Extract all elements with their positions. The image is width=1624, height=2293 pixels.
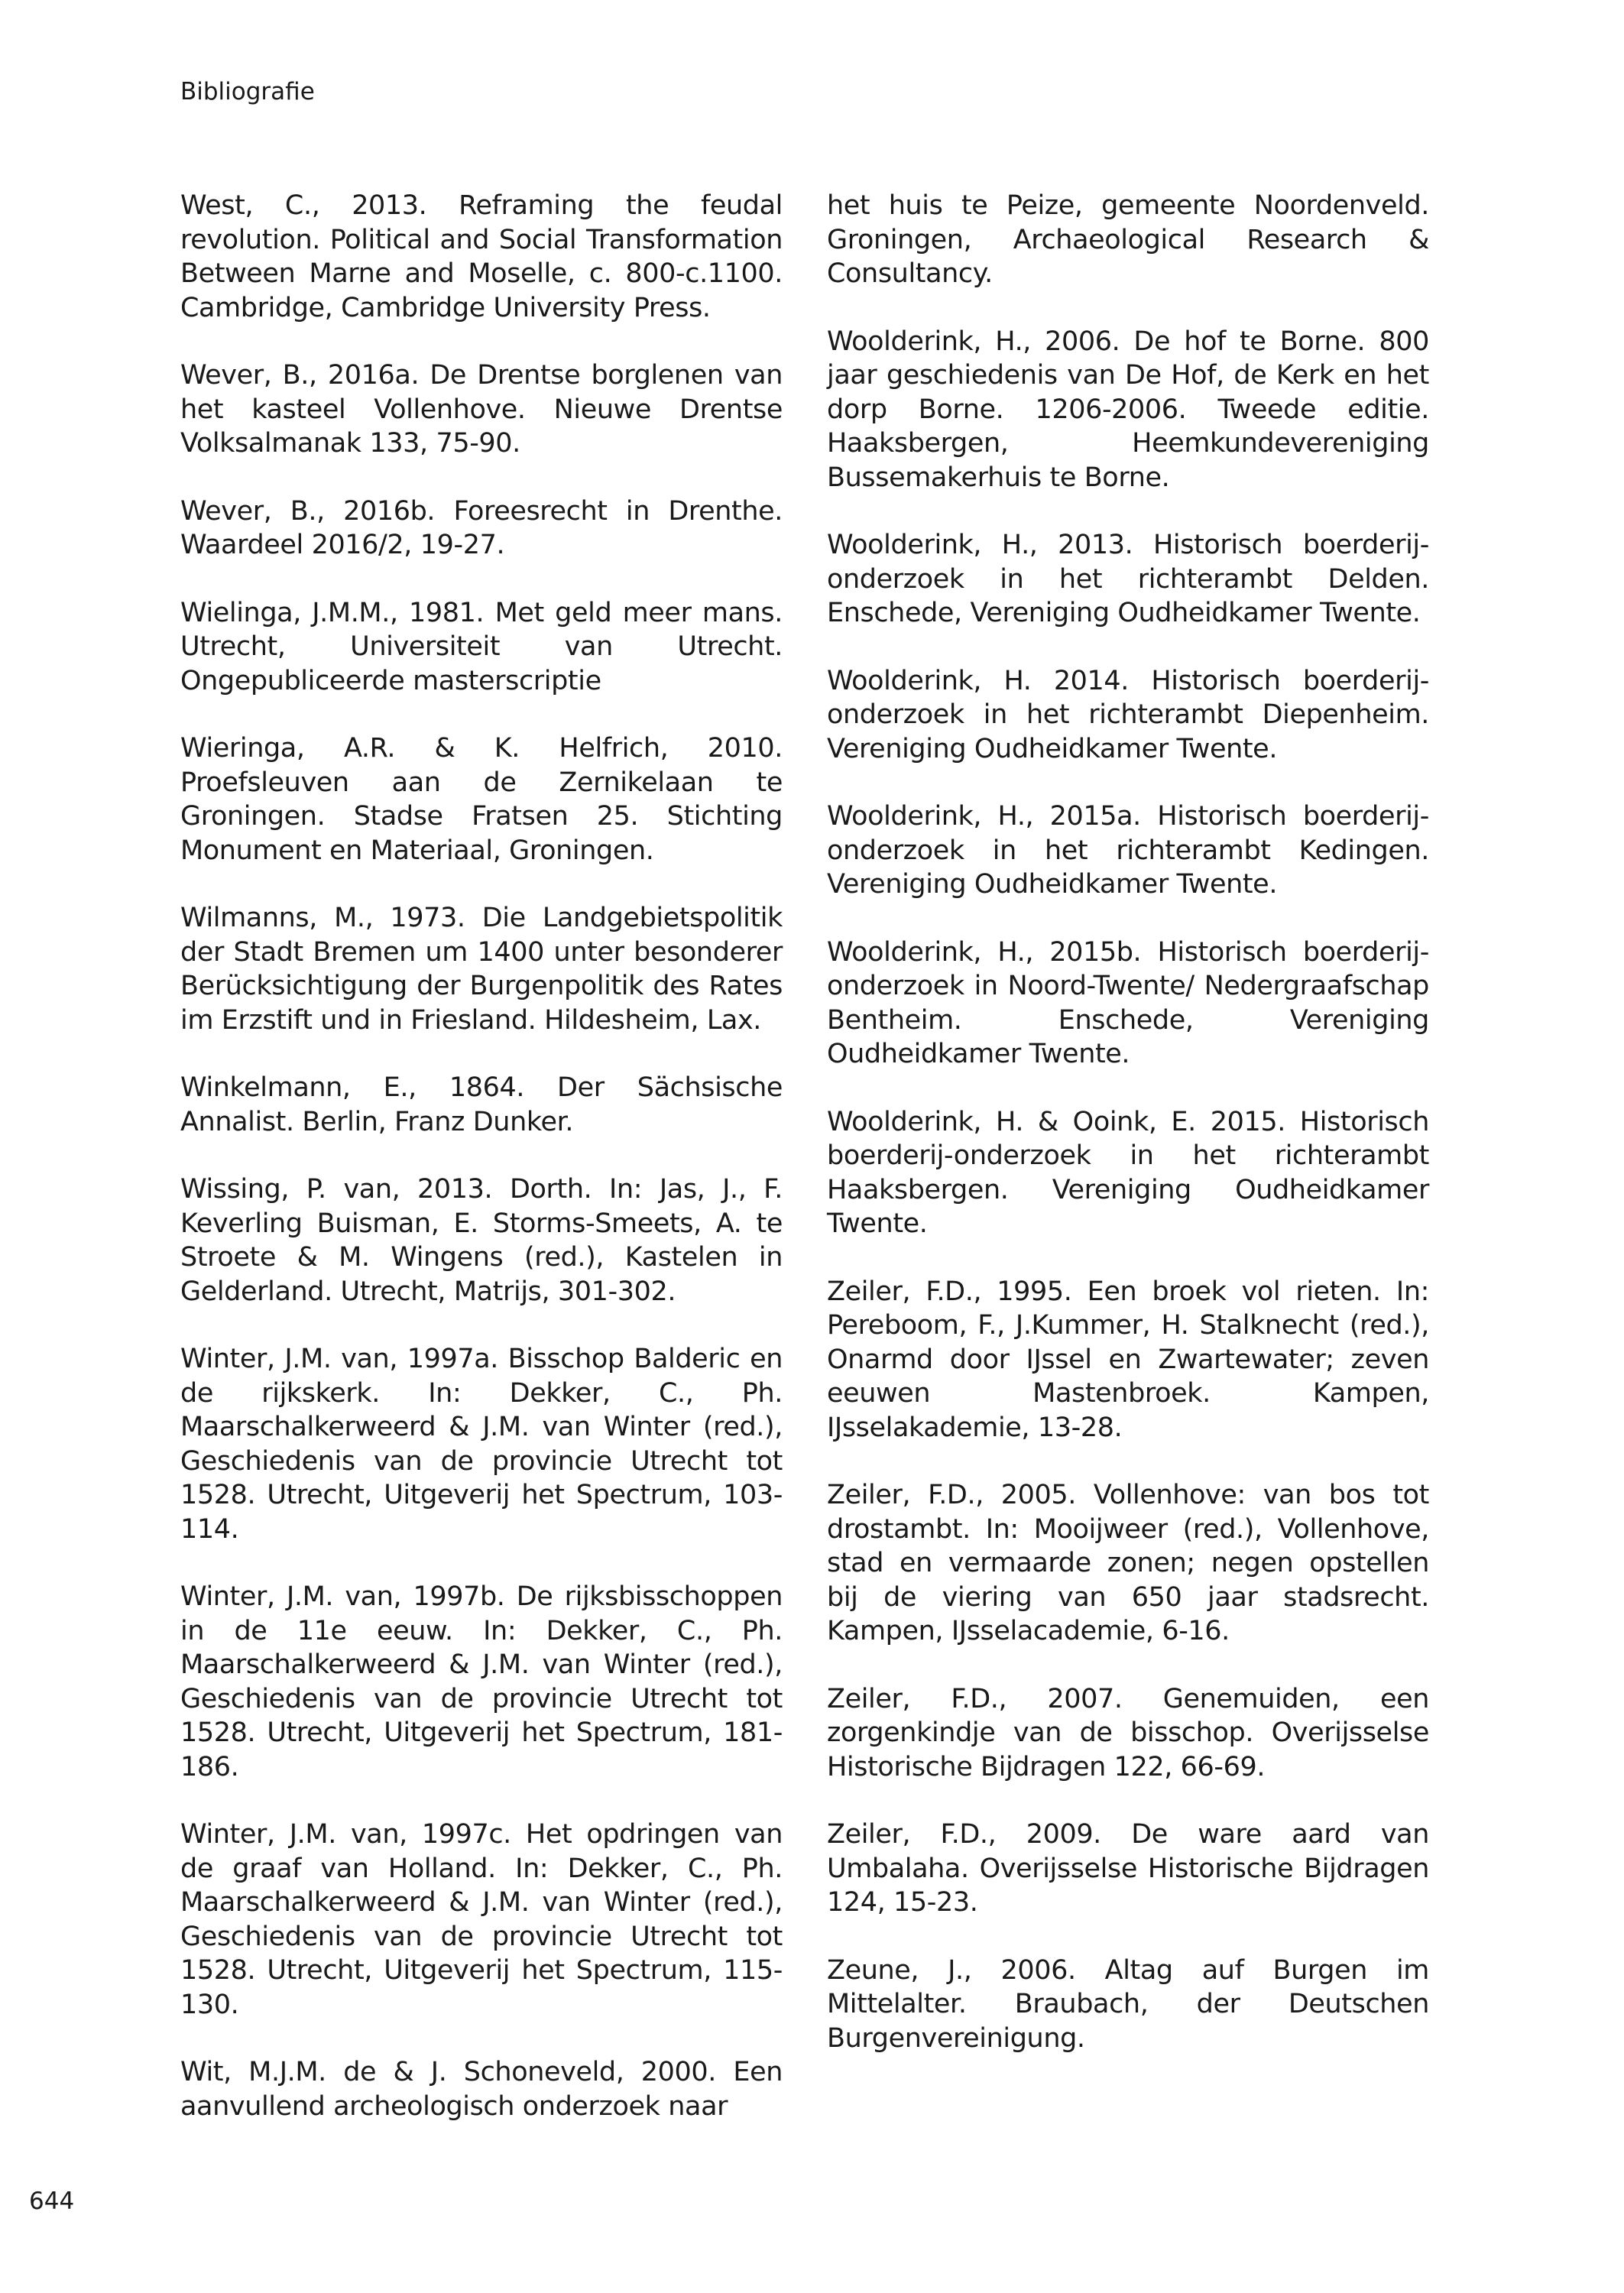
bibliography-entry: Zeiler, F.D., 2005. Vollenhove: van bos tot drostambt. In: Mooijweer (red.), Vollenhove, stad en vermaarde zonen; negen opstellen bij de viering van 650 jaar stadsrecht. Kampen, IJsselacademie, 6-16. [827, 1480, 1429, 1646]
page-number: 644 [29, 2188, 75, 2215]
bibliography-entry: het huis te Peize, gemeente Noordenveld. Groningen, Archaeological Research & Consultancy. [827, 190, 1429, 289]
bibliography-entry: Woolderink, H., 2015b. Historisch boerderij-onderzoek in Noord-Twente/ Nedergraafschap Bentheim. Enschede, Vereniging Oudheidkamer Twente. [827, 936, 1429, 1069]
bibliography-entry: Wielinga, J.M.M., 1981. Met geld meer mans. Utrecht, Universiteit van Utrecht. Ongepubliceerde masterscriptie [180, 597, 783, 696]
bibliography-entry: Wilmanns, M., 1973. Die Landgebietspolitik der Stadt Bremen um 1400 unter besonderer Berücksichtigung der Burgenpolitik des Rates im Erzstift und in Friesland. Hildesheim, Lax. [180, 903, 783, 1036]
bibliography-column-right [827, 189, 1429, 2089]
bibliography-entry: Zeiler, F.D., 1995. Een broek vol rieten. In: Pereboom, F., J.Kummer, H. Stalknecht (red.), Onarmd door IJssel en Zwartewater; zeven eeuwen Mastenbroek. Kampen, IJsselakademie, 13-28. [827, 1276, 1429, 1443]
bibliography-entry: Wit, M.J.M. de & J. Schoneveld, 2000. Een aanvullend archeologisch onderzoek naar [180, 2057, 783, 2122]
bibliography-entry: Woolderink, H., 2015a. Historisch boerderij-onderzoek in het richterambt Kedingen. Vereniging Oudheidkamer Twente. [827, 801, 1429, 900]
bibliography-entry: Woolderink, H., 2013. Historisch boerderij-onderzoek in het richterambt Delden. Enschede, Vereniging Oudheidkamer Twente. [827, 530, 1429, 628]
bibliography-entry: Zeune, J., 2006. Altag auf Burgen im Mittelalter. Braubach, der Deutschen Burgenvereinigung. [827, 1954, 1429, 2054]
bibliography-entry: Wever, B., 2016b. Foreesrecht in Drenthe. Waardeel 2016/2, 19-27. [180, 495, 783, 560]
bibliography-entry: West, C., 2013. Reframing the feudal revolution. Political and Social Transformation Between Marne and Moselle, c. 800-c.1100. Cambridge, Cambridge University Press. [180, 190, 783, 323]
bibliography-entry: Winkelmann, E., 1864. Der Sächsische Annalist. Berlin, Franz Dunker. [180, 1072, 783, 1137]
running-head: Bibliografie [180, 78, 315, 105]
bibliography-entry: Winter, J.M. van, 1997b. De rijksbisschoppen in de 11e eeuw. In: Dekker, C., Ph. Maarschalkerweerd & J.M. van Winter (red.), Geschiedenis van de provincie Utrecht tot 1528. Utrecht, Uitgeverij het Spectrum, 181-186. [180, 1581, 783, 1782]
bibliography-entry: Woolderink, H., 2006. De hof te Borne. 800 jaar geschiedenis van De Hof, de Kerk en het dorp Borne. 1206-2006. Tweede editie. Haaksbergen, Heemkundevereniging Bussemakerhuis te Borne. [827, 326, 1429, 493]
bibliography-entry: Zeiler, F.D., 2007. Genemuiden, een zorgenkindje van de bisschop. Overijsselse Historische Bijdragen 122, 66-69. [827, 1683, 1429, 1782]
bibliography-entry: Zeiler, F.D., 2009. De ware aard van Umbalaha. Overijsselse Historische Bijdragen 124, 15-23. [827, 1819, 1429, 1918]
bibliography-entry: Winter, J.M. van, 1997a. Bisschop Balderic en de rijkskerk. In: Dekker, C., Ph. Maarschalkerweerd & J.M. van Winter (red.), Geschiedenis van de provincie Utrecht tot 1528. Utrecht, Uitgeverij het Spectrum, 103-114. [180, 1344, 783, 1545]
bibliography-column-left [180, 189, 783, 2157]
bibliography-entry: Wissing, P. van, 2013. Dorth. In: Jas, J., F. Keverling Buisman, E. Storms-Smeets, A. te Stroete & M. Wingens (red.), Kastelen in Gelderland. Utrecht, Matrijs, 301-302. [180, 1174, 783, 1307]
bibliography-entry: Winter, J.M. van, 1997c. Het opdringen van de graaf van Holland. In: Dekker, C., Ph. Maarschalkerweerd & J.M. van Winter (red.), Geschiedenis van de provincie Utrecht tot 1528. Utrecht, Uitgeverij het Spectrum, 115-130. [180, 1819, 783, 2020]
bibliography-entry: Wieringa, A.R. & K. Helfrich, 2010. Proefsleuven aan de Zernikelaan te Groningen. Stadse Fratsen 25. Stichting Monument en Materiaal, Groningen. [180, 733, 783, 866]
bibliography-entry: Woolderink, H. 2014. Historisch boerderij-onderzoek in het richterambt Diepenheim. Vereniging Oudheidkamer Twente. [827, 665, 1429, 764]
bibliography-entry: Woolderink, H. & Ooink, E. 2015. Historisch boerderij-onderzoek in het richterambt Haaksbergen. Vereniging Oudheidkamer Twente. [827, 1106, 1429, 1239]
bibliography-entry: Wever, B., 2016a. De Drentse borglenen van het kasteel Vollenhove. Nieuwe Drentse Volksalmanak 133, 75-90. [180, 360, 783, 459]
